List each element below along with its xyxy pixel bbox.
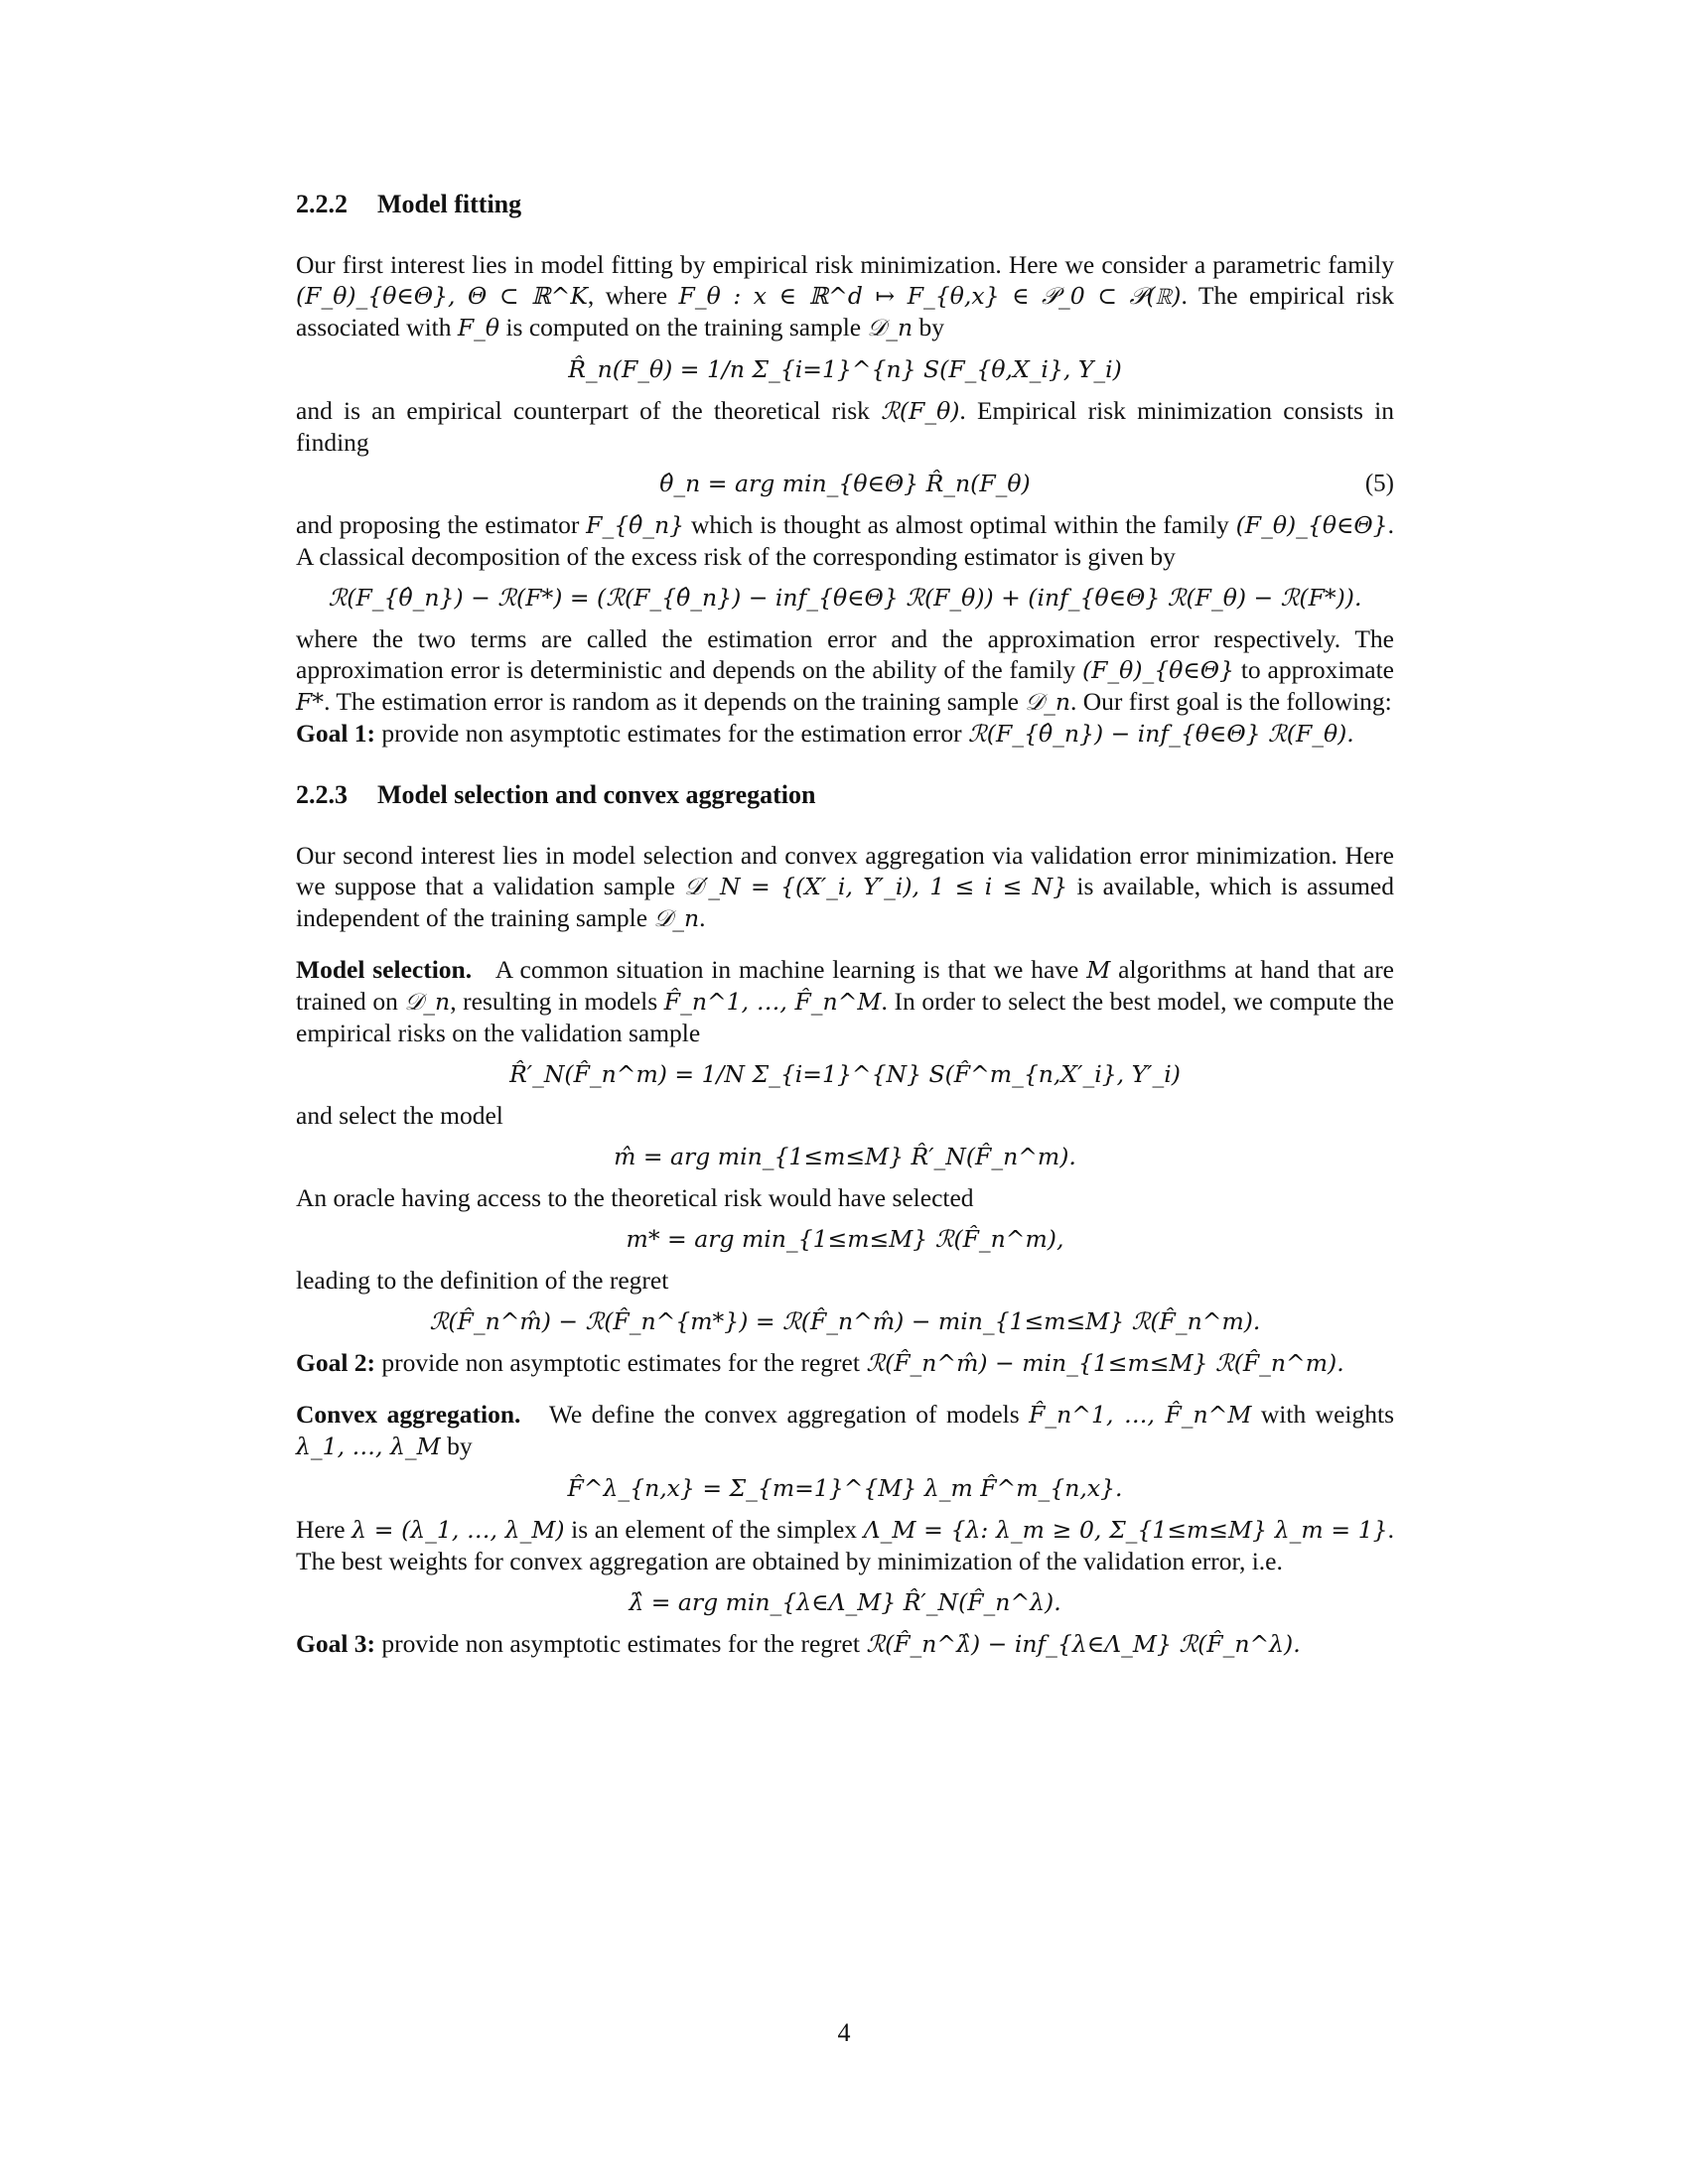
- math-inline: 𝒟_n: [1025, 688, 1070, 716]
- section-heading-2-2-3: [296, 779, 1394, 810]
- equation-regret: ℛ(F̂_n^m̂) − ℛ(F̂_n^{m*}) = ℛ(F̂_n^m̂) − min_{1≤m≤M} ℛ(F̂_n^m).: [429, 1307, 1261, 1335]
- math-inline: ℛ(F̂_n^m̂) − min_{1≤m≤M} ℛ(F̂_n^m).: [866, 1349, 1344, 1377]
- section-title: Model fitting: [377, 190, 522, 218]
- goal-label: Goal 1:: [296, 719, 376, 748]
- goal-label: Goal 3:: [296, 1629, 376, 1658]
- equation-tag: (5): [1364, 470, 1394, 497]
- paragraph-errors: where the two terms are called the estimation error and the approximation error respectively. The approximation error is deterministic and depends on the ability of the family (F_θ)_{θ∈Θ} to approximate F*. The estimation error is random as it depends on the training sample 𝒟_n. Our first goal is the following:: [296, 624, 1394, 716]
- paragraph-model-selection: Model selection. A common situation in machine learning is that we have M algorithms at hand that are trained on 𝒟_n, resulting in models F̂_n^1, …, F̂_n^M. In order to select the best model, we compute the empirical risks on the validation sample: [296, 955, 1395, 1047]
- goal-3: Goal 3: provide non asymptotic estimates for the regret ℛ(F̂_n^λ̂) − inf_{λ∈Λ_M} ℛ(F̂_n^λ).: [296, 1629, 1301, 1658]
- equation-empirical-risk: R̂_n(F_θ) = 1/n Σ_{i=1}^{n} S(F_{θ,X_i}, Y_i): [568, 355, 1122, 383]
- math-inline: F_θ : x ∈ ℝ^d ↦ F_{θ,x} ∈ 𝒫_0 ⊂ 𝒫(ℝ): [678, 282, 1182, 310]
- math-inline: F̂_n^1, …, F̂_n^M: [1029, 1401, 1252, 1429]
- math-inline: ℛ(F_{θ̂_n}) − inf_{θ∈Θ} ℛ(F_θ).: [968, 720, 1354, 748]
- math-inline: F̂_n^1, …, F̂_n^M: [663, 988, 882, 1016]
- math-inline: λ_1, …, λ_M: [296, 1433, 441, 1460]
- text-oracle: An oracle having access to the theoretical risk would have selected: [296, 1183, 974, 1212]
- math-inline: ℛ(F̂_n^λ̂) − inf_{λ∈Λ_M} ℛ(F̂_n^λ).: [866, 1630, 1301, 1658]
- section-title: Model selection and convex aggregation: [377, 780, 816, 809]
- paragraph-label: Model selection.: [296, 955, 473, 984]
- text-select-model: and select the model: [296, 1101, 503, 1130]
- paragraph-convex-aggregation: Convex aggregation. We define the convex aggregation of models F̂_n^1, …, F̂_n^M with weights λ_1, …, λ_M by: [296, 1400, 1395, 1460]
- equation-lambda-hat: λ̂ = arg min_{λ∈Λ_M} R̂′_N(F̂_n^λ).: [629, 1588, 1061, 1616]
- math-inline: λ = (λ_1, …, λ_M): [352, 1516, 565, 1544]
- equation-m-star: m* = arg min_{1≤m≤M} ℛ(F̂_n^m),: [626, 1225, 1064, 1253]
- paragraph-estimator: and proposing the estimator F_{θ̂_n} which is thought as almost optimal within the family (F_θ)_{θ∈Θ}. A classical decomposition of the excess risk of the corresponding estimator is given by: [296, 510, 1394, 571]
- math-inline: M: [1086, 956, 1111, 984]
- equation-m-hat: m̂ = arg min_{1≤m≤M} R̂′_N(F̂_n^m).: [614, 1143, 1076, 1170]
- math-inline: 𝒟_n: [867, 314, 914, 341]
- paragraph-erm: and is an empirical counterpart of the theoretical risk ℛ(F_θ). Empirical risk minimization consists in finding: [296, 396, 1394, 457]
- math-inline: Λ_M = {λ: λ_m ≥ 0, Σ_{1≤m≤M} λ_m = 1}: [863, 1516, 1388, 1544]
- equation-aggregation: F̂^λ_{n,x} = Σ_{m=1}^{M} λ_m F̂^m_{n,x}.: [567, 1474, 1123, 1502]
- paragraph-model-fitting-intro: Our first interest lies in model fitting by empirical risk minimization. Here we consider a parametric family (F_θ)_{θ∈Θ}, Θ ⊂ ℝ^K, where F_θ : x ∈ ℝ^d ↦ F_{θ,x} ∈ 𝒫_0 ⊂ 𝒫(ℝ). The empirical risk associated with F_θ is computed on the training sample 𝒟_n by: [296, 250, 1395, 341]
- paragraph-validation-intro: Our second interest lies in model selection and convex aggregation via validation error minimization. Here we suppose that a validation sample 𝒟′_N = {(X′_i, Y′_i), 1 ≤ i ≤ N} is available, which is assumed independent of the training sample 𝒟_n.: [296, 841, 1394, 932]
- section-heading-2-2-2: [296, 189, 1394, 219]
- equation-5: θ̂_n = arg min_{θ∈Θ} R̂_n(F_θ) (5): [659, 470, 1394, 497]
- goal-1: Goal 1: provide non asymptotic estimates for the estimation error ℛ(F_{θ̂_n}) − inf_{θ∈Θ} ℛ(F_θ).: [296, 719, 1354, 748]
- math-inline: (F_θ)_{θ∈Θ}: [1235, 511, 1388, 539]
- math-inline: F_θ: [457, 314, 500, 341]
- section-number: 2.2.2: [296, 190, 348, 218]
- math-inline: (F_θ)_{θ∈Θ}: [1081, 656, 1234, 684]
- math-inline: (F_θ)_{θ∈Θ}, Θ ⊂ ℝ^K: [296, 282, 588, 310]
- math-inline: 𝒟′_N = {(X′_i, Y′_i), 1 ≤ i ≤ N}: [684, 873, 1068, 900]
- equation-decomposition: ℛ(F_{θ̂_n}) − ℛ(F*) = (ℛ(F_{θ̂_n}) − inf_{θ∈Θ} ℛ(F_θ)) + (inf_{θ∈Θ} ℛ(F_θ) − ℛ(F*)).: [328, 584, 1362, 612]
- math-inline: 𝒟_n: [404, 988, 451, 1016]
- paragraph-simplex: Here λ = (λ_1, …, λ_M) is an element of the simplex Λ_M = {λ: λ_m ≥ 0, Σ_{1≤m≤M} λ_m = 1}. The best weights for convex aggregation are obtained by minimization of the validation error, i.e.: [296, 1515, 1394, 1575]
- goal-2: Goal 2: provide non asymptotic estimates for the regret ℛ(F̂_n^m̂) − min_{1≤m≤M} ℛ(F̂_n^m).: [296, 1348, 1344, 1377]
- page-body: [296, 189, 1394, 1660]
- section-number: 2.2.3: [296, 780, 348, 809]
- paragraph-label: Convex aggregation.: [296, 1400, 521, 1429]
- math-inline: ℛ(F_θ): [881, 397, 960, 425]
- text-regret: leading to the definition of the regret: [296, 1266, 669, 1295]
- goal-label: Goal 2:: [296, 1348, 376, 1377]
- math-inline: 𝒟_n: [653, 904, 700, 932]
- page-number: 4: [837, 2018, 851, 2047]
- math-inline: F*: [296, 688, 325, 716]
- math-inline: F_{θ̂_n}: [586, 511, 685, 539]
- equation-validation-risk: R̂′_N(F̂_n^m) = 1/N Σ_{i=1}^{N} S(F̂^m_{n,X′_i}, Y′_i): [509, 1060, 1181, 1088]
